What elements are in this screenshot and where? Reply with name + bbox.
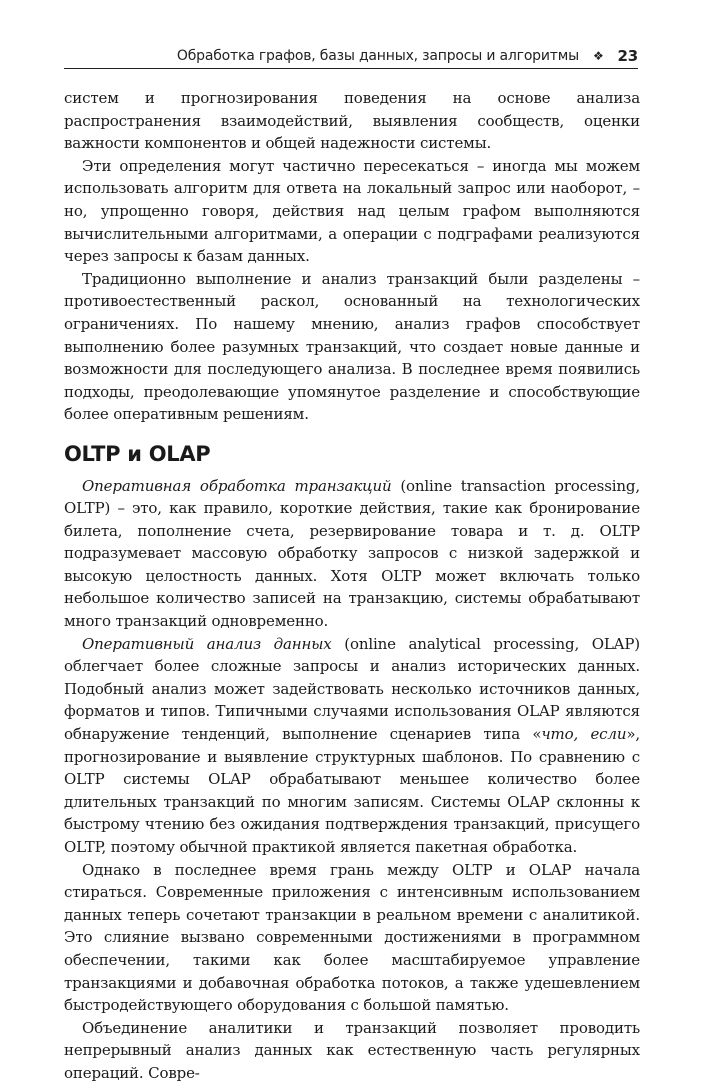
olap-text-b: », прогнозирование и выявление структурных шаблонов. По сравнению с OLTP системы OLAP обрабатывают меньшее количество более длительных транзакций по многим записям. Системы OLAP склонны к быстрому чтению без ожидания подтверждения транзакций, присущего OLTP, поэтому обычной практикой является пакетная обработка.: [64, 725, 640, 856]
term-oltp: Оперативная обработка транзакций: [82, 476, 392, 495]
body-text: [64, 87, 640, 1085]
paragraph: Традиционно выполнение и анализ транзакций были разделены – противоестественный раскол, основанный на технологических ограничениях. По нашему мнению, анализ графов способствует выполнению более разумных транзакций, что создает новые данные и возможности для последующего анализа. В последнее время появились подходы, преодолевающие упомянутое разделение и способствующие более оперативным решениям.: [64, 269, 640, 424]
term-olap: Оперативный анализ данных: [82, 634, 332, 653]
page-number: 23: [617, 47, 638, 65]
paragraph: систем и прогнозирования поведения на основе анализа распространения взаимодействий, выявления сообществ, оценки важности компонентов и общей надежности системы.: [64, 89, 640, 153]
ornament-icon: ❖: [592, 49, 604, 63]
running-header-title: Обработка графов, базы данных, запросы и алгоритмы: [176, 48, 579, 64]
paragraph: Эти определения могут частично пересекаться – иногда мы можем использовать алгоритм для ответа на локальный запрос или наоборот, – но, упрощенно говоря, действия над целым графом выполняются вычислительными алгоритмами, а операции с подграфами реализуются через запросы к базам данных.: [64, 156, 640, 266]
section-heading: OLTP и OLAP: [64, 441, 211, 466]
paragraph: Однако в последнее время грань между OLTP и OLAP начала стираться. Современные приложения с интенсивным использованием данных теперь сочетают транзакции в реальном времени с аналитикой. Это слияние вызвано современными достижениями в программном обеспечении, такими как более масштабируемое управление транзакциями и добавочная обработка потоков, а также удешевлением быстродействующего оборудования с большой памятью.: [64, 860, 640, 1015]
oltp-text: (online transaction processing, OLTP) – это, как правило, короткие действия, такие как бронирование билета, пополнение счета, резервирование товара и т. д. OLTP подразумевает массовую обработку запросов с низкой задержкой и высокую целостность данных. Хотя OLTP может включать только небольшое количество записей на транзакцию, системы обрабатывают много транзакций одновременно.: [64, 476, 640, 631]
running-header: [64, 44, 638, 69]
paragraph-oltp: [64, 475, 640, 633]
paragraph-olap: [64, 633, 640, 859]
olap-text-a: (online analytical processing, OLAP) облегчает более сложные запросы и анализ исторических данных. Подобный анализ может задействовать несколько источников данных, форматов и типов. Типичными случаями использования OLAP являются обнаружение тенденций, выполнение сценариев типа «: [64, 634, 640, 744]
paragraph: Объединение аналитики и транзакций позволяет проводить непрерывный анализ данных как естественную часть регулярных операций. Совре-: [64, 1018, 640, 1082]
term-what-if: что, если: [541, 725, 627, 744]
